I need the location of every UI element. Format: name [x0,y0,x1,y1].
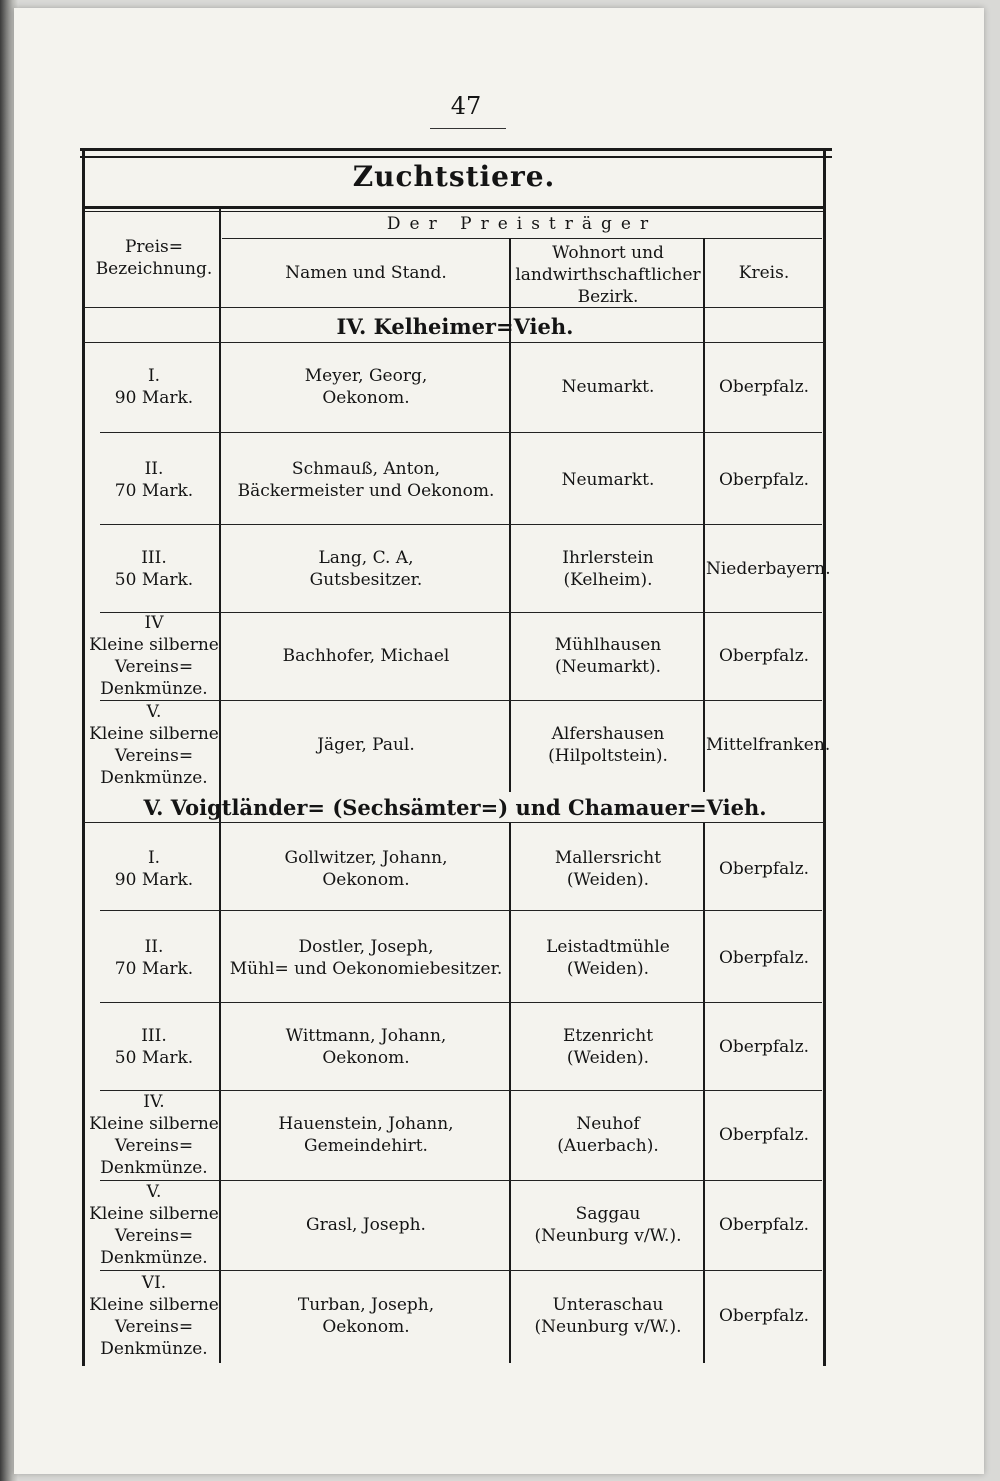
table-row-v-2-prize [88,914,220,1002]
prize-rank: II. [144,459,164,479]
winner-place: Mühlhausen [554,635,662,655]
section-iv-rule [84,342,824,343]
table-row-iv-3-district: Niederbayern. [706,559,831,579]
prize-amount: 70 Mark. [114,481,194,501]
prize-amount: 50 Mark. [114,1048,194,1068]
winner-occupation: Oekonom. [322,870,410,890]
table-row-iv-3-prize [88,526,220,612]
prize-rank: VI. [141,1273,167,1293]
table-row-iv-2-district: Oberpfalz. [718,470,810,490]
header-place-line3: Bezirk. [577,287,639,307]
winner-place: Alfershausen [551,724,665,744]
prize-rank: II. [144,937,164,957]
prize-medal: Vereins= [114,1226,194,1246]
prize-medal: Denkmünze. [100,1158,208,1178]
prize-medal: Kleine silberne [89,724,219,744]
table-row-v-4-prize [88,1090,220,1180]
table-row-v-1-place [512,826,704,912]
prize-rank: IV. [143,1092,165,1112]
section-heading-iv: IV. Kelheimer=Vieh. [336,314,574,339]
header-group-label: Der Preisträger [386,214,658,234]
table-row-iv-2-place [512,436,704,524]
table-row-v-6-place [512,1270,704,1362]
header-name-label: Namen und Stand. [285,263,447,283]
table-row-iv-4-prize [88,612,220,700]
winner-place-district: (Hilpoltstein). [548,746,668,766]
prize-rank: III. [141,1026,167,1046]
header-prize-line2: Bezeichnung. [95,259,213,279]
prize-amount: 90 Mark. [114,388,194,408]
header-bottom-rule [84,307,824,308]
row-rule [100,432,822,433]
winner-name: Schmauß, Anton, [291,459,441,479]
prize-medal: Vereins= [114,746,194,766]
row-rule [100,1002,822,1003]
prize-medal: Vereins= [114,657,194,677]
prize-amount: 70 Mark. [114,959,194,979]
winner-place: Neumarkt. [561,377,655,397]
header-prize-line1: Preis= [124,237,184,257]
winner-place: Etzenricht [562,1026,654,1046]
table-row-iv-4-district: Oberpfalz. [718,646,810,666]
winner-name: Jäger, Paul. [317,735,415,755]
prize-amount: 90 Mark. [114,870,194,890]
table-row-iv-1-name [222,346,510,428]
winner-name: Dostler, Joseph, [298,937,434,957]
table-row-v-4-district: Oberpfalz. [718,1125,810,1145]
prize-medal: Vereins= [114,1136,194,1156]
winner-place-district: (Auerbach). [557,1136,659,1156]
table-row-v-2-place [512,914,704,1002]
prize-medal: Kleine silberne [89,1114,219,1134]
prize-medal: Denkmünze. [100,1248,208,1268]
winner-place: Leistadtmühle [546,937,670,957]
prize-amount: 50 Mark. [114,570,194,590]
winner-name: Gollwitzer, Johann, [284,848,448,868]
table-row-v-2-name [222,914,510,1002]
table-row-iv-1-prize [88,346,220,428]
table-row-v-5-place [512,1180,704,1270]
table-row-iv-5-prize [88,700,220,790]
table-row-iv-2-prize [88,436,220,524]
winner-occupation: Gutsbesitzer. [309,570,423,590]
title-rule [82,206,826,209]
table-row-v-1-prize [88,826,220,912]
table-row-iv-2-name [222,436,510,524]
prize-medal: Denkmünze. [100,1339,208,1359]
prize-medal: Denkmünze. [100,768,208,788]
prize-rank: I. [147,848,161,868]
prize-medal: Kleine silberne [89,1295,219,1315]
winner-name: Meyer, Georg, [304,366,428,386]
table-row-v-5-name [222,1180,510,1270]
winner-occupation: Bäckermeister und Oekonom. [237,481,495,501]
winner-name: Lang, C. A, [318,548,414,568]
table-row-iv-3-name [222,526,510,612]
section-v-rule [84,822,824,823]
table-row-v-6-prize [88,1270,220,1362]
winner-occupation: Gemeindehirt. [304,1136,428,1156]
header-district-label: Kreis. [738,263,790,283]
winner-name: Grasl, Joseph. [306,1215,426,1235]
table-row-iv-1-place [512,346,704,428]
winner-place: Ihrlerstein [562,548,654,568]
header-group-rule [222,238,822,239]
page-number: 47 [450,92,482,120]
prize-medal: Kleine silberne [89,635,219,655]
winner-name: Hauenstein, Johann, [278,1114,454,1134]
prize-medal: Kleine silberne [89,1204,219,1224]
table-row-v-1-district: Oberpfalz. [718,859,810,879]
winner-name: Turban, Joseph, [297,1295,435,1315]
winner-occupation: Oekonom. [322,388,410,408]
table-row-v-4-place [512,1090,704,1180]
table-row-iv-4-place [512,612,704,700]
table-row-iv-3-place [512,526,704,612]
header-place-line2: landwirthschaftlicher [515,265,701,285]
winner-place-district: (Weiden). [566,959,650,979]
table-row-iv-1-district: Oberpfalz. [718,377,810,397]
title-rule-inner [82,211,826,212]
section-heading-v: V. Voigtländer= (Sechsämter=) und Chamauer=Vieh. [143,795,767,820]
table-row-v-3-name [222,1004,510,1090]
table-row-v-1-name [222,826,510,912]
table-row-iv-5-place [512,700,704,790]
winner-occupation: Mühl= und Oekonomiebesitzer. [229,959,503,979]
winner-place-district: (Weiden). [566,1048,650,1068]
winner-place-district: (Weiden). [566,870,650,890]
header-place-line1: Wohnort und [552,243,664,263]
table-title: Zuchtstiere. [352,160,556,193]
table-row-v-6-name [222,1270,510,1362]
winner-place: Neumarkt. [561,470,655,490]
table-row-v-3-prize [88,1004,220,1090]
winner-place-district: (Neunburg v/W.). [534,1317,682,1337]
header-place-label [512,242,704,308]
table-row-v-4-name [222,1090,510,1180]
winner-occupation: Oekonom. [322,1317,410,1337]
winner-place: Neuhof [576,1114,640,1134]
winner-place: Unteraschau [552,1295,664,1315]
winner-place-district: (Kelheim). [563,570,653,590]
row-rule [100,910,822,911]
table-row-iv-5-name [222,700,510,790]
prize-rank: V. [146,702,162,722]
winner-place-district: (Neumarkt). [554,657,662,677]
prize-rank: V. [146,1182,162,1202]
winner-name: Bachhofer, Michael [282,646,450,666]
prize-medal: Denkmünze. [100,679,208,699]
winner-place: Saggau [575,1204,641,1224]
prize-rank: I. [147,366,161,386]
table-row-iv-4-name [222,612,510,700]
prize-medal: Vereins= [114,1317,194,1337]
winner-place: Mallersricht [554,848,662,868]
table-row-v-5-prize [88,1180,220,1270]
table-row-v-5-district: Oberpfalz. [718,1215,810,1235]
prize-rank: III. [141,548,167,568]
table-row-iv-5-district: Mittelfranken. [706,735,831,755]
table-row-v-3-place [512,1004,704,1090]
table-row-v-6-district: Oberpfalz. [718,1306,810,1326]
prize-rank: IV [144,613,164,633]
winner-place-district: (Neunburg v/W.). [534,1226,682,1246]
winner-name: Wittmann, Johann, [285,1026,447,1046]
table-row-v-2-district: Oberpfalz. [718,948,810,968]
page-number-rule [430,128,506,129]
header-prize-label [88,236,220,280]
row-rule [100,524,822,525]
table-row-v-3-district: Oberpfalz. [718,1037,810,1057]
winner-occupation: Oekonom. [322,1048,410,1068]
